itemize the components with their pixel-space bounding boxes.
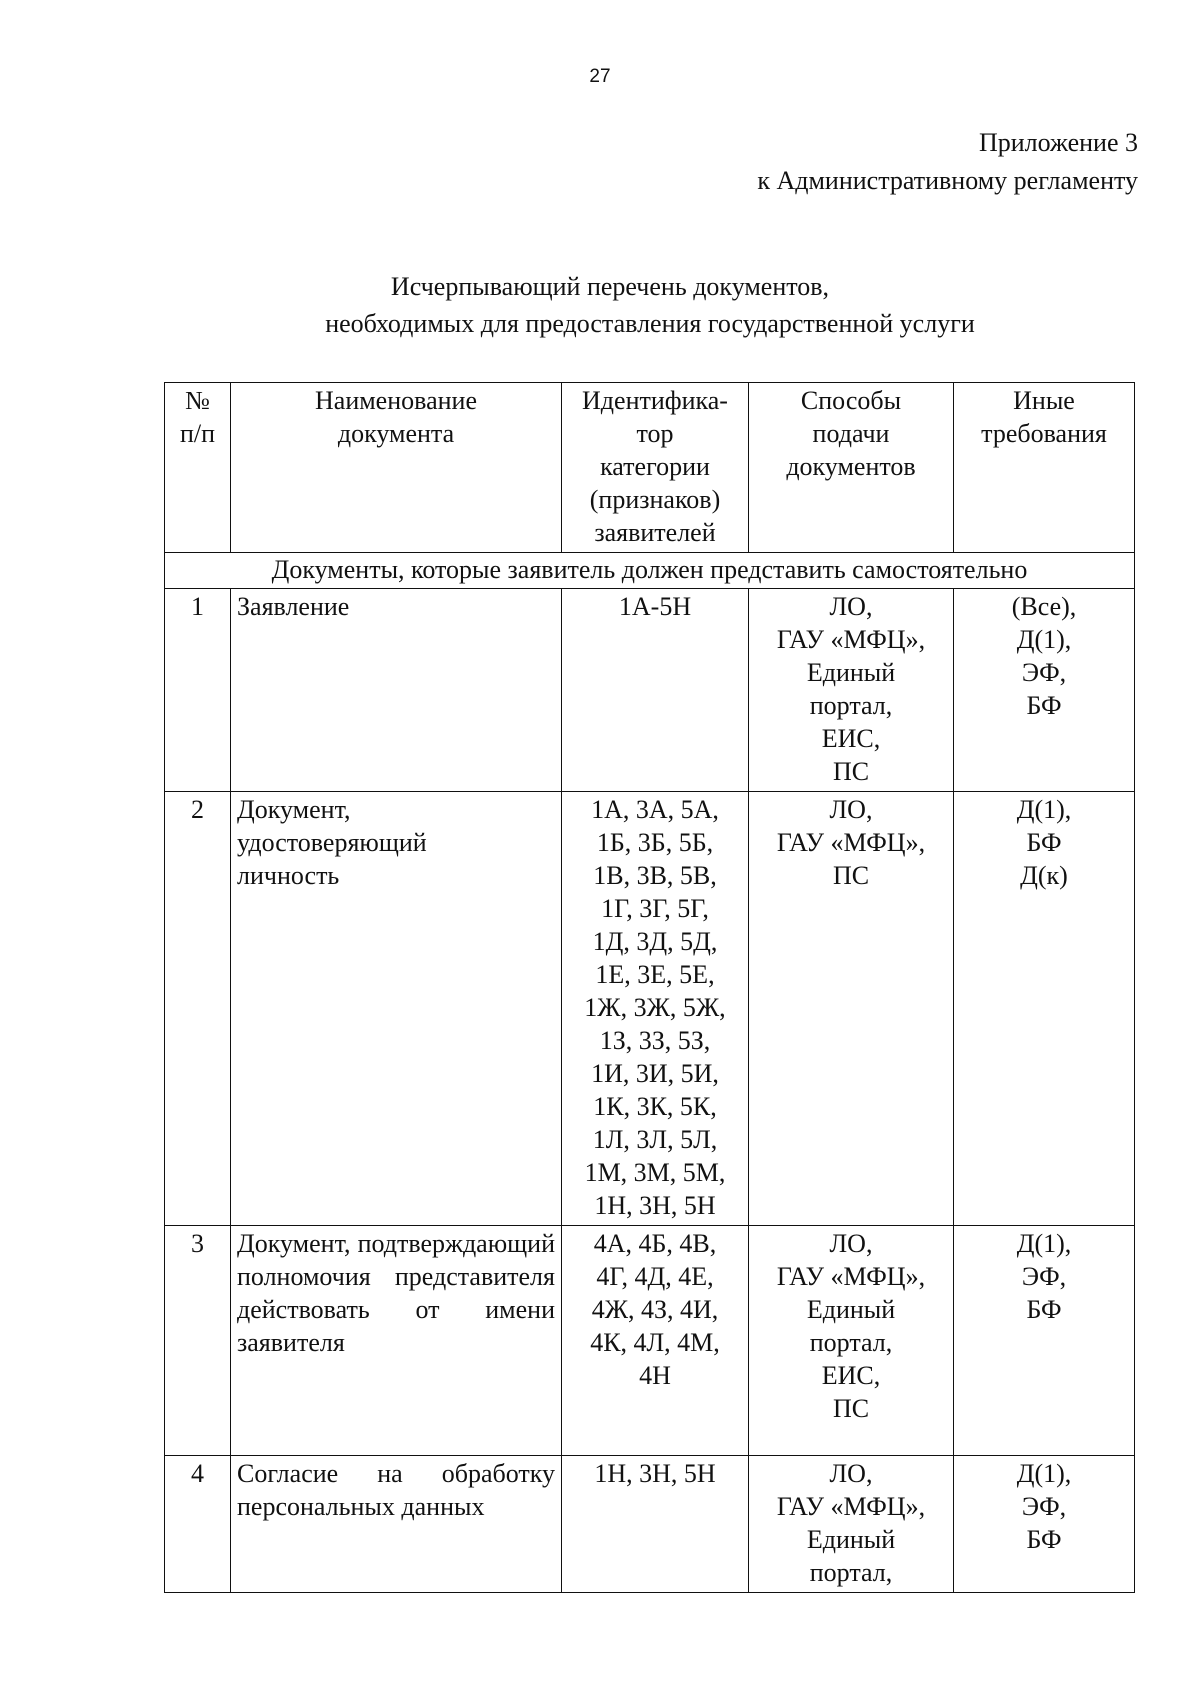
document-title xyxy=(0,268,1200,342)
other-requirements: Д(1), ЭФ, БФ xyxy=(954,1226,1135,1456)
section-row xyxy=(165,553,1135,589)
header-identifier: Идентифика- тор категории (признаков) заявителей xyxy=(562,383,749,553)
row-number: 4 xyxy=(165,1456,231,1593)
submission-methods: ЛО, ГАУ «МФЦ», ПС xyxy=(749,792,954,1226)
page-number: 27 xyxy=(589,66,611,87)
submission-methods: ЛО, ГАУ «МФЦ», Единый портал, xyxy=(749,1456,954,1593)
header-row xyxy=(165,383,1135,553)
section-title: Документы, которые заявитель должен представить самостоятельно xyxy=(165,553,1135,589)
submission-methods: ЛО, ГАУ «МФЦ», Единый портал, ЕИС, ПС xyxy=(749,589,954,792)
document-name: Согласие на обработку персональных данных xyxy=(231,1456,562,1593)
other-requirements: Д(1), БФ Д(к) xyxy=(954,792,1135,1226)
row-number: 2 xyxy=(165,792,231,1226)
table-row xyxy=(165,1226,1135,1456)
document-name: Документ, удостоверяющий личность xyxy=(231,792,562,1226)
title-line-1: Исчерпывающий перечень документов, xyxy=(390,272,830,301)
other-requirements: Д(1), ЭФ, БФ xyxy=(954,1456,1135,1593)
documents-table xyxy=(164,382,1135,1593)
document-name: Заявление xyxy=(231,589,562,792)
table-row xyxy=(165,1456,1135,1593)
submission-methods: ЛО, ГАУ «МФЦ», Единый портал, ЕИС, ПС xyxy=(749,1226,954,1456)
appendix-heading xyxy=(757,124,1138,200)
title-line-2: необходимых для предоставления государственной услуги xyxy=(325,309,975,338)
applicant-identifiers: 4А, 4Б, 4В, 4Г, 4Д, 4Е, 4Ж, 4З, 4И, 4К, 4Л, 4М, 4Н xyxy=(562,1226,749,1456)
applicant-identifiers: 1А-5Н xyxy=(562,589,749,792)
header-methods: Способы подачи документов xyxy=(749,383,954,553)
header-num: № п/п xyxy=(165,383,231,553)
appendix-line-2: к Административному регламенту xyxy=(757,166,1138,195)
applicant-identifiers: 1Н, 3Н, 5Н xyxy=(562,1456,749,1593)
row-number: 1 xyxy=(165,589,231,792)
header-other: Иные требования xyxy=(954,383,1135,553)
header-name: Наименование документа xyxy=(231,383,562,553)
other-requirements: (Все), Д(1), ЭФ, БФ xyxy=(954,589,1135,792)
table-row xyxy=(165,589,1135,792)
table-row xyxy=(165,792,1135,1226)
appendix-line-1: Приложение 3 xyxy=(978,128,1138,157)
document-name: Документ, подтверждающий полномочия представителя действовать от имени заявителя xyxy=(231,1226,562,1456)
row-number: 3 xyxy=(165,1226,231,1456)
applicant-identifiers: 1А, 3А, 5А, 1Б, 3Б, 5Б, 1В, 3В, 5В, 1Г, 3Г, 5Г, 1Д, 3Д, 5Д, 1Е, 3Е, 5Е, 1Ж, 3Ж, 5Ж, 1З, 3З, 5З, 1И, 3И, 5И, 1К, 3К, 5К, 1Л, 3Л, 5Л, 1М, 3М, 5М, 1Н, 3Н, 5Н xyxy=(562,792,749,1226)
